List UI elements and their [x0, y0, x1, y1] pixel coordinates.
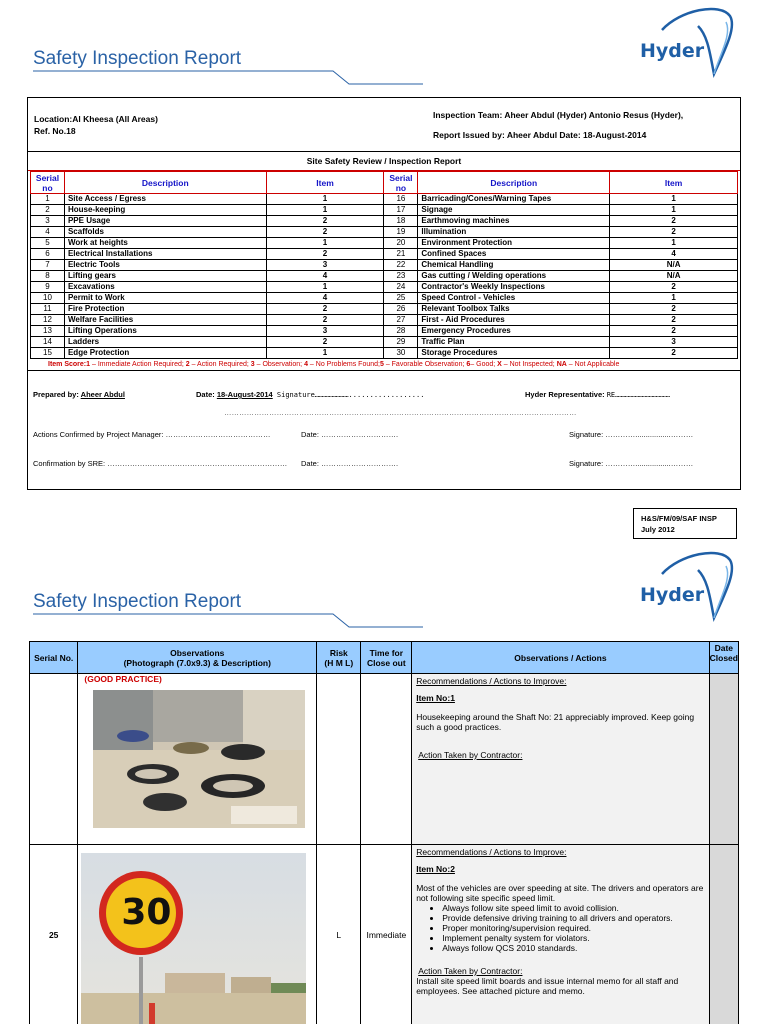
observations-table [29, 641, 739, 1024]
legend-value: – Not Inspected; [501, 361, 557, 368]
title-rule [33, 70, 423, 86]
item-cell: 2 [266, 315, 384, 326]
item-cell: 3 [610, 337, 738, 348]
description-cell: Work at heights [64, 238, 266, 249]
serial-cell: 11 [31, 304, 65, 315]
date-value: 18-August-2014 [216, 390, 273, 399]
description-cell: Scaffolds [64, 227, 266, 238]
description-cell: Site Access / Egress [64, 194, 266, 205]
description-cell: PPE Usage [64, 216, 266, 227]
item-cell: 2 [610, 282, 738, 293]
item-cell: 2 [266, 249, 384, 260]
item-cell: 2 [610, 315, 738, 326]
col-observations [78, 642, 317, 674]
description-cell: Welfare Facilities [64, 315, 266, 326]
serial-cell: 21 [384, 249, 418, 260]
legend-key: 6 [466, 361, 471, 368]
table-row [31, 337, 738, 348]
table-row [31, 293, 738, 304]
list-item: • Implement penalty system for violators. [442, 933, 704, 943]
legend-label: Item Score: [48, 361, 87, 368]
legend-key: 1 [86, 361, 91, 368]
time-cell: Immediate [361, 845, 412, 1024]
description-cell: Contractor's Weekly Inspections [418, 282, 610, 293]
item-score-legend [48, 361, 619, 368]
observation-text: Most of the vehicles are over speeding at site. The drivers and operators are not following site specific speed limit. [416, 883, 704, 903]
risk-cell: L [317, 845, 361, 1024]
serial-cell: 7 [31, 260, 65, 271]
item-cell: 2 [266, 216, 384, 227]
serial-cell: 12 [31, 315, 65, 326]
description-cell: Excavations [64, 282, 266, 293]
hyder-logo-text: Hyder [640, 40, 705, 62]
title-rule [33, 613, 423, 629]
col-description: Description [64, 172, 266, 194]
serial-cell: 18 [384, 216, 418, 227]
serial-cell: 5 [31, 238, 65, 249]
inspection-team: Inspection Team: Aheer Abdul (Hyder) Antonio Resus (Hyder), [433, 110, 684, 120]
table-row [31, 194, 738, 205]
serial-cell: 3 [31, 216, 65, 227]
description-cell: Emergency Procedures [418, 326, 610, 337]
form-code-box [633, 508, 737, 539]
serial-cell: 30 [384, 348, 418, 359]
page-title: Safety Inspection Report [33, 591, 242, 612]
observation-cell [78, 674, 317, 845]
report-issued: Report Issued by: Aheer Abdul Date: 18-August-2014 [433, 130, 647, 140]
item-cell: 4 [266, 293, 384, 304]
action-taken-text: Install site speed limit boards and issue internal memo for all staff and employees. See attached picture and memo. [416, 976, 679, 996]
serial-cell: 4 [31, 227, 65, 238]
review-table [30, 171, 738, 359]
signature-line: Signature…………………….................. [272, 391, 425, 399]
description-cell: Chemical Handling [418, 260, 610, 271]
legend-key: 2 [185, 361, 190, 368]
table-row [31, 326, 738, 337]
recommendations-heading: Recommendations / Actions to Improve: [416, 676, 567, 686]
cables-photo [93, 690, 305, 828]
description-cell: Gas cutting / Welding operations [418, 271, 610, 282]
serial-cell: 14 [31, 337, 65, 348]
description-cell: Permit to Work [64, 293, 266, 304]
actions-cell [412, 674, 709, 845]
legend-value: – Good; [470, 361, 498, 368]
legend-value: – Action Required; [189, 361, 251, 368]
date-closed-cell [709, 674, 738, 845]
legend-key: 3 [250, 361, 255, 368]
legend-key: 4 [304, 361, 308, 368]
item-cell: 1 [266, 282, 384, 293]
form-date: July 2012 [641, 525, 675, 534]
description-cell: Barricading/Cones/Warning Tapes [418, 194, 610, 205]
date-closed-cell [709, 845, 738, 1024]
item-cell: 1 [266, 348, 384, 359]
sre-signature: Signature: ………….................……… [569, 459, 694, 468]
serial-cell: 25 [384, 293, 418, 304]
good-practice-tag: (GOOD PRACTICE) [84, 674, 162, 684]
item-cell: N/A [610, 260, 738, 271]
serial-cell: 22 [384, 260, 418, 271]
description-cell: Earthmoving machines [418, 216, 610, 227]
risk-cell [317, 674, 361, 845]
legend-value: – Not Applicable [566, 361, 620, 368]
list-item: • Proper monitoring/supervision required. [442, 923, 704, 933]
recommendations-heading: Recommendations / Actions to Improve: [416, 847, 567, 857]
observation-cell [78, 845, 317, 1024]
serial-cell: 19 [384, 227, 418, 238]
serial-cell: 13 [31, 326, 65, 337]
table-row [31, 249, 738, 260]
description-cell: Lifting Operations [64, 326, 266, 337]
description-cell: Storage Procedures [418, 348, 610, 359]
item-number: Item No:2 [416, 864, 455, 874]
prepared-name: Aheer Abdul [80, 390, 125, 399]
item-cell: 3 [266, 326, 384, 337]
item-cell: 3 [266, 260, 384, 271]
table-row [31, 282, 738, 293]
rep-label: Hyder Representative: [525, 390, 607, 399]
serial-cell: 8 [31, 271, 65, 282]
item-cell: 4 [266, 271, 384, 282]
col-observations-sub: (Photograph (7.0x9.3) & Description) [123, 657, 271, 668]
prepared-date [196, 390, 424, 399]
description-cell: Traffic Plan [418, 337, 610, 348]
item-cell: 1 [610, 293, 738, 304]
col-risk-sub: (H M L) [324, 657, 354, 668]
item-cell: 4 [610, 249, 738, 260]
serial-cell: 16 [384, 194, 418, 205]
actions-cell [412, 845, 709, 1024]
legend-value: – Favorable Observation; [383, 361, 467, 368]
col-item: Item [266, 172, 384, 194]
prepared-label: Prepared by: [33, 390, 81, 399]
description-cell: Electric Tools [64, 260, 266, 271]
item-cell: 2 [610, 216, 738, 227]
description-cell: First - Aid Procedures [418, 315, 610, 326]
serial-cell: 24 [384, 282, 418, 293]
legend-divider [28, 370, 740, 371]
table-row [31, 238, 738, 249]
col-actions: Observations / Actions [412, 642, 709, 674]
observation-text: Housekeeping around the Shaft No: 21 appreciably improved. Keep going such a good practices. [416, 712, 695, 732]
col-item: Item [610, 172, 738, 194]
table-row [31, 304, 738, 315]
item-cell: 2 [610, 304, 738, 315]
description-cell: House-keeping [64, 205, 266, 216]
description-cell: Fire Protection [64, 304, 266, 315]
col-time: Time for Close out [361, 642, 412, 674]
hyder-logo [640, 548, 750, 628]
col-risk [317, 642, 361, 674]
col-serial-no: Serial No. [30, 642, 78, 674]
legend-key: 5 [379, 361, 384, 368]
sre-date: Date: …………………………. [301, 459, 399, 468]
dotted-line: …………………………………………………………………………………………………………………………… [224, 408, 577, 417]
item-cell: 2 [266, 304, 384, 315]
location: Location:Al Kheesa (All Areas) [34, 114, 158, 124]
table-row [31, 216, 738, 227]
item-cell: N/A [610, 271, 738, 282]
serial-cell: 6 [31, 249, 65, 260]
serial-cell: 26 [384, 304, 418, 315]
list-item: • Provide defensive driving training to all drivers and operators. [442, 913, 704, 923]
prepared-by [33, 390, 125, 399]
speed-limit-number: 30 [121, 892, 172, 933]
serial-cell: 2 [31, 205, 65, 216]
pm-confirmation: Actions Confirmed by Project Manager: …………………………………… [33, 430, 271, 439]
item-cell: 1 [266, 238, 384, 249]
serial-cell: 27 [384, 315, 418, 326]
col-observations-label: Observations [170, 647, 225, 658]
serial-cell: 15 [31, 348, 65, 359]
sre-confirmation: Confirmation by SRE: ……………………………………………………………… [33, 459, 288, 468]
action-taken-heading: Action Taken by Contractor: [418, 750, 523, 760]
serial-cell [30, 674, 78, 845]
table-row [31, 348, 738, 359]
list-item: • Always follow site speed limit to avoid collision. [442, 903, 704, 913]
col-description: Description [418, 172, 610, 194]
pm-signature: Signature: ………….................……… [569, 430, 694, 439]
action-taken-heading: Action Taken by Contractor: [418, 966, 523, 976]
page-title: Safety Inspection Report [33, 48, 242, 69]
review-header-row [31, 172, 738, 194]
form-code: H&S/FM/09/SAF INSP [641, 514, 717, 523]
serial-cell: 28 [384, 326, 418, 337]
description-cell: Electrical Installations [64, 249, 266, 260]
item-cell: 2 [610, 227, 738, 238]
reference-number: Ref. No.18 [34, 126, 76, 136]
observation-row [30, 845, 739, 1024]
item-cell: 1 [266, 194, 384, 205]
recommendation-list [432, 903, 704, 953]
col-date-closed: Date Closed [709, 642, 738, 674]
item-cell: 2 [266, 337, 384, 348]
report-header [28, 98, 740, 152]
legend-key: NA [556, 361, 567, 368]
item-cell: 2 [266, 227, 384, 238]
legend-key: X [497, 361, 502, 368]
hyder-logo [640, 4, 750, 84]
description-cell: Environment Protection [418, 238, 610, 249]
item-number: Item No:1 [416, 693, 455, 703]
observation-row [30, 674, 739, 845]
review-subtitle: Site Safety Review / Inspection Report [28, 152, 740, 171]
col-risk-label: Risk [329, 647, 348, 658]
date-label: Date: [196, 390, 217, 399]
serial-cell: 29 [384, 337, 418, 348]
review-body [31, 194, 738, 359]
legend-value: – No Problems Found; [307, 361, 380, 368]
table-row [31, 260, 738, 271]
col-serial: Serial no [384, 172, 418, 194]
hyder-representative [525, 390, 670, 399]
item-cell: 2 [610, 326, 738, 337]
col-serial: Serial no [31, 172, 65, 194]
inspection-summary-box [27, 97, 741, 490]
serial-cell: 1 [31, 194, 65, 205]
item-cell: 1 [610, 205, 738, 216]
description-cell: Ladders [64, 337, 266, 348]
serial-cell: 9 [31, 282, 65, 293]
serial-cell: 20 [384, 238, 418, 249]
legend-value: – Observation; [254, 361, 305, 368]
pm-date: Date: …………………………. [301, 430, 399, 439]
item-cell: 1 [266, 205, 384, 216]
description-cell: Confined Spaces [418, 249, 610, 260]
serial-cell: 25 [30, 845, 78, 1024]
time-cell [361, 674, 412, 845]
description-cell: Illumination [418, 227, 610, 238]
description-cell: Speed Control - Vehicles [418, 293, 610, 304]
table-row [31, 227, 738, 238]
description-cell: Lifting gears [64, 271, 266, 282]
serial-cell: 10 [31, 293, 65, 304]
hyder-logo-text: Hyder [640, 584, 705, 606]
serial-cell: 17 [384, 205, 418, 216]
description-cell: Relevant Toolbox Talks [418, 304, 610, 315]
table-row [31, 205, 738, 216]
table-row [31, 271, 738, 282]
rep-value: RE………………………………… [606, 391, 670, 399]
item-cell: 2 [610, 348, 738, 359]
speed-sign-photo [81, 853, 306, 1024]
legend-value: – Immediate Action Required; [90, 361, 186, 368]
item-cell: 1 [610, 194, 738, 205]
serial-cell: 23 [384, 271, 418, 282]
description-cell: Edge Protection [64, 348, 266, 359]
table-row [31, 315, 738, 326]
item-cell: 1 [610, 238, 738, 249]
observations-header-row [30, 642, 739, 674]
description-cell: Signage [418, 205, 610, 216]
list-item: • Always follow QCS 2010 standards. [442, 943, 704, 953]
